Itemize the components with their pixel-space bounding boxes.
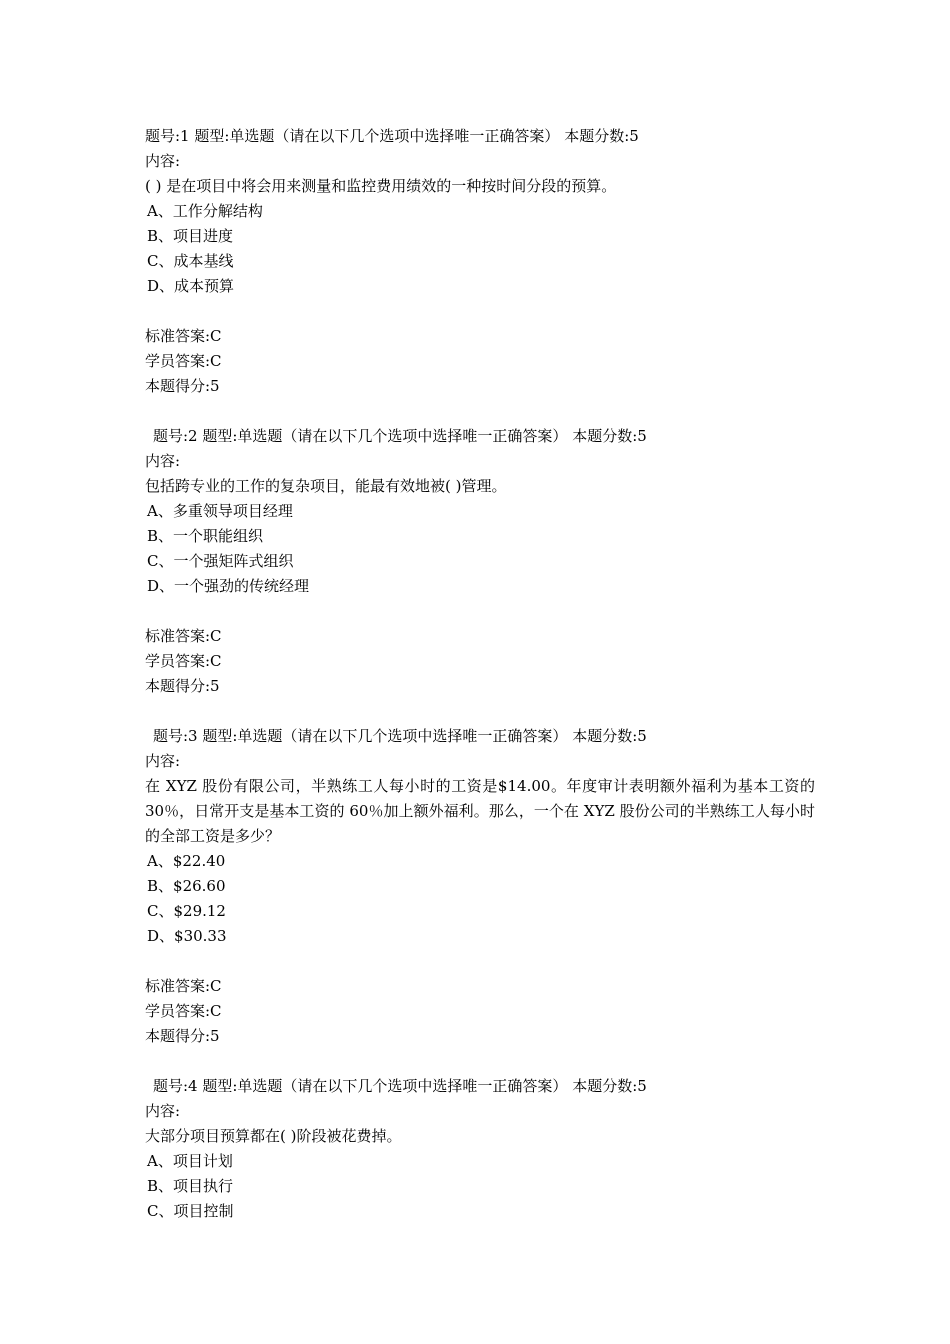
option-a: A、工作分解结构 [147, 202, 263, 220]
question-4 [145, 1074, 815, 1224]
question-content: 包括跨专业的工作的复杂项目，能最有效地被( )管理。 [145, 477, 507, 495]
content-label: 内容: [145, 1102, 181, 1120]
spacer [145, 299, 815, 324]
content-label: 内容: [145, 752, 181, 770]
question-content: 大部分项目预算都在( )阶段被花费掉。 [145, 1127, 402, 1145]
standard-answer: 标准答案:C [145, 327, 222, 345]
content-label: 内容: [145, 452, 181, 470]
question-header: 题号:2 题型:单选题（请在以下几个选项中选择唯一正确答案） 本题分数:5 [153, 427, 647, 445]
question-content: 在 XYZ 股份有限公司，半熟练工人每小时的工资是$14.00。年度审计表明额外福利为基本工资的 30％，日常开支是基本工资的 60％加上额外福利。那么，一个在 XYZ 股份公司的半熟练工人每小时的全部工资是多少？ [145, 777, 815, 845]
option-b: B、项目执行 [147, 1177, 234, 1195]
standard-answer: 标准答案:C [145, 977, 222, 995]
option-a: A、项目计划 [147, 1152, 233, 1170]
option-c: C、项目控制 [147, 1202, 234, 1220]
option-c: C、$29.12 [147, 902, 226, 920]
question-score: 本题得分:5 [145, 1027, 220, 1045]
question-3 [145, 724, 815, 1049]
spacer [145, 599, 815, 624]
question-header: 题号:1 题型:单选题（请在以下几个选项中选择唯一正确答案） 本题分数:5 [145, 127, 639, 145]
option-d: D、成本预算 [147, 277, 235, 295]
standard-answer: 标准答案:C [145, 627, 222, 645]
document-page [145, 124, 815, 1224]
question-content: ( ) 是在项目中将会用来测量和监控费用绩效的一种按时间分段的预算。 [145, 177, 617, 195]
student-answer: 学员答案:C [145, 652, 222, 670]
question-1 [145, 124, 815, 399]
option-d: D、一个强劲的传统经理 [147, 577, 310, 595]
option-c: C、一个强矩阵式组织 [147, 552, 294, 570]
spacer [145, 949, 815, 974]
question-header: 题号:3 题型:单选题（请在以下几个选项中选择唯一正确答案） 本题分数:5 [153, 727, 647, 745]
option-c: C、成本基线 [147, 252, 234, 270]
option-b: B、一个职能组织 [147, 527, 264, 545]
question-score: 本题得分:5 [145, 677, 220, 695]
option-a: A、多重领导项目经理 [147, 502, 293, 520]
option-d: D、$30.33 [147, 927, 227, 945]
option-b: B、$26.60 [147, 877, 226, 895]
question-header: 题号:4 题型:单选题（请在以下几个选项中选择唯一正确答案） 本题分数:5 [153, 1077, 647, 1095]
option-a: A、$22.40 [147, 852, 226, 870]
question-score: 本题得分:5 [145, 377, 220, 395]
student-answer: 学员答案:C [145, 352, 222, 370]
option-b: B、项目进度 [147, 227, 234, 245]
question-2 [145, 424, 815, 699]
student-answer: 学员答案:C [145, 1002, 222, 1020]
content-label: 内容: [145, 152, 181, 170]
